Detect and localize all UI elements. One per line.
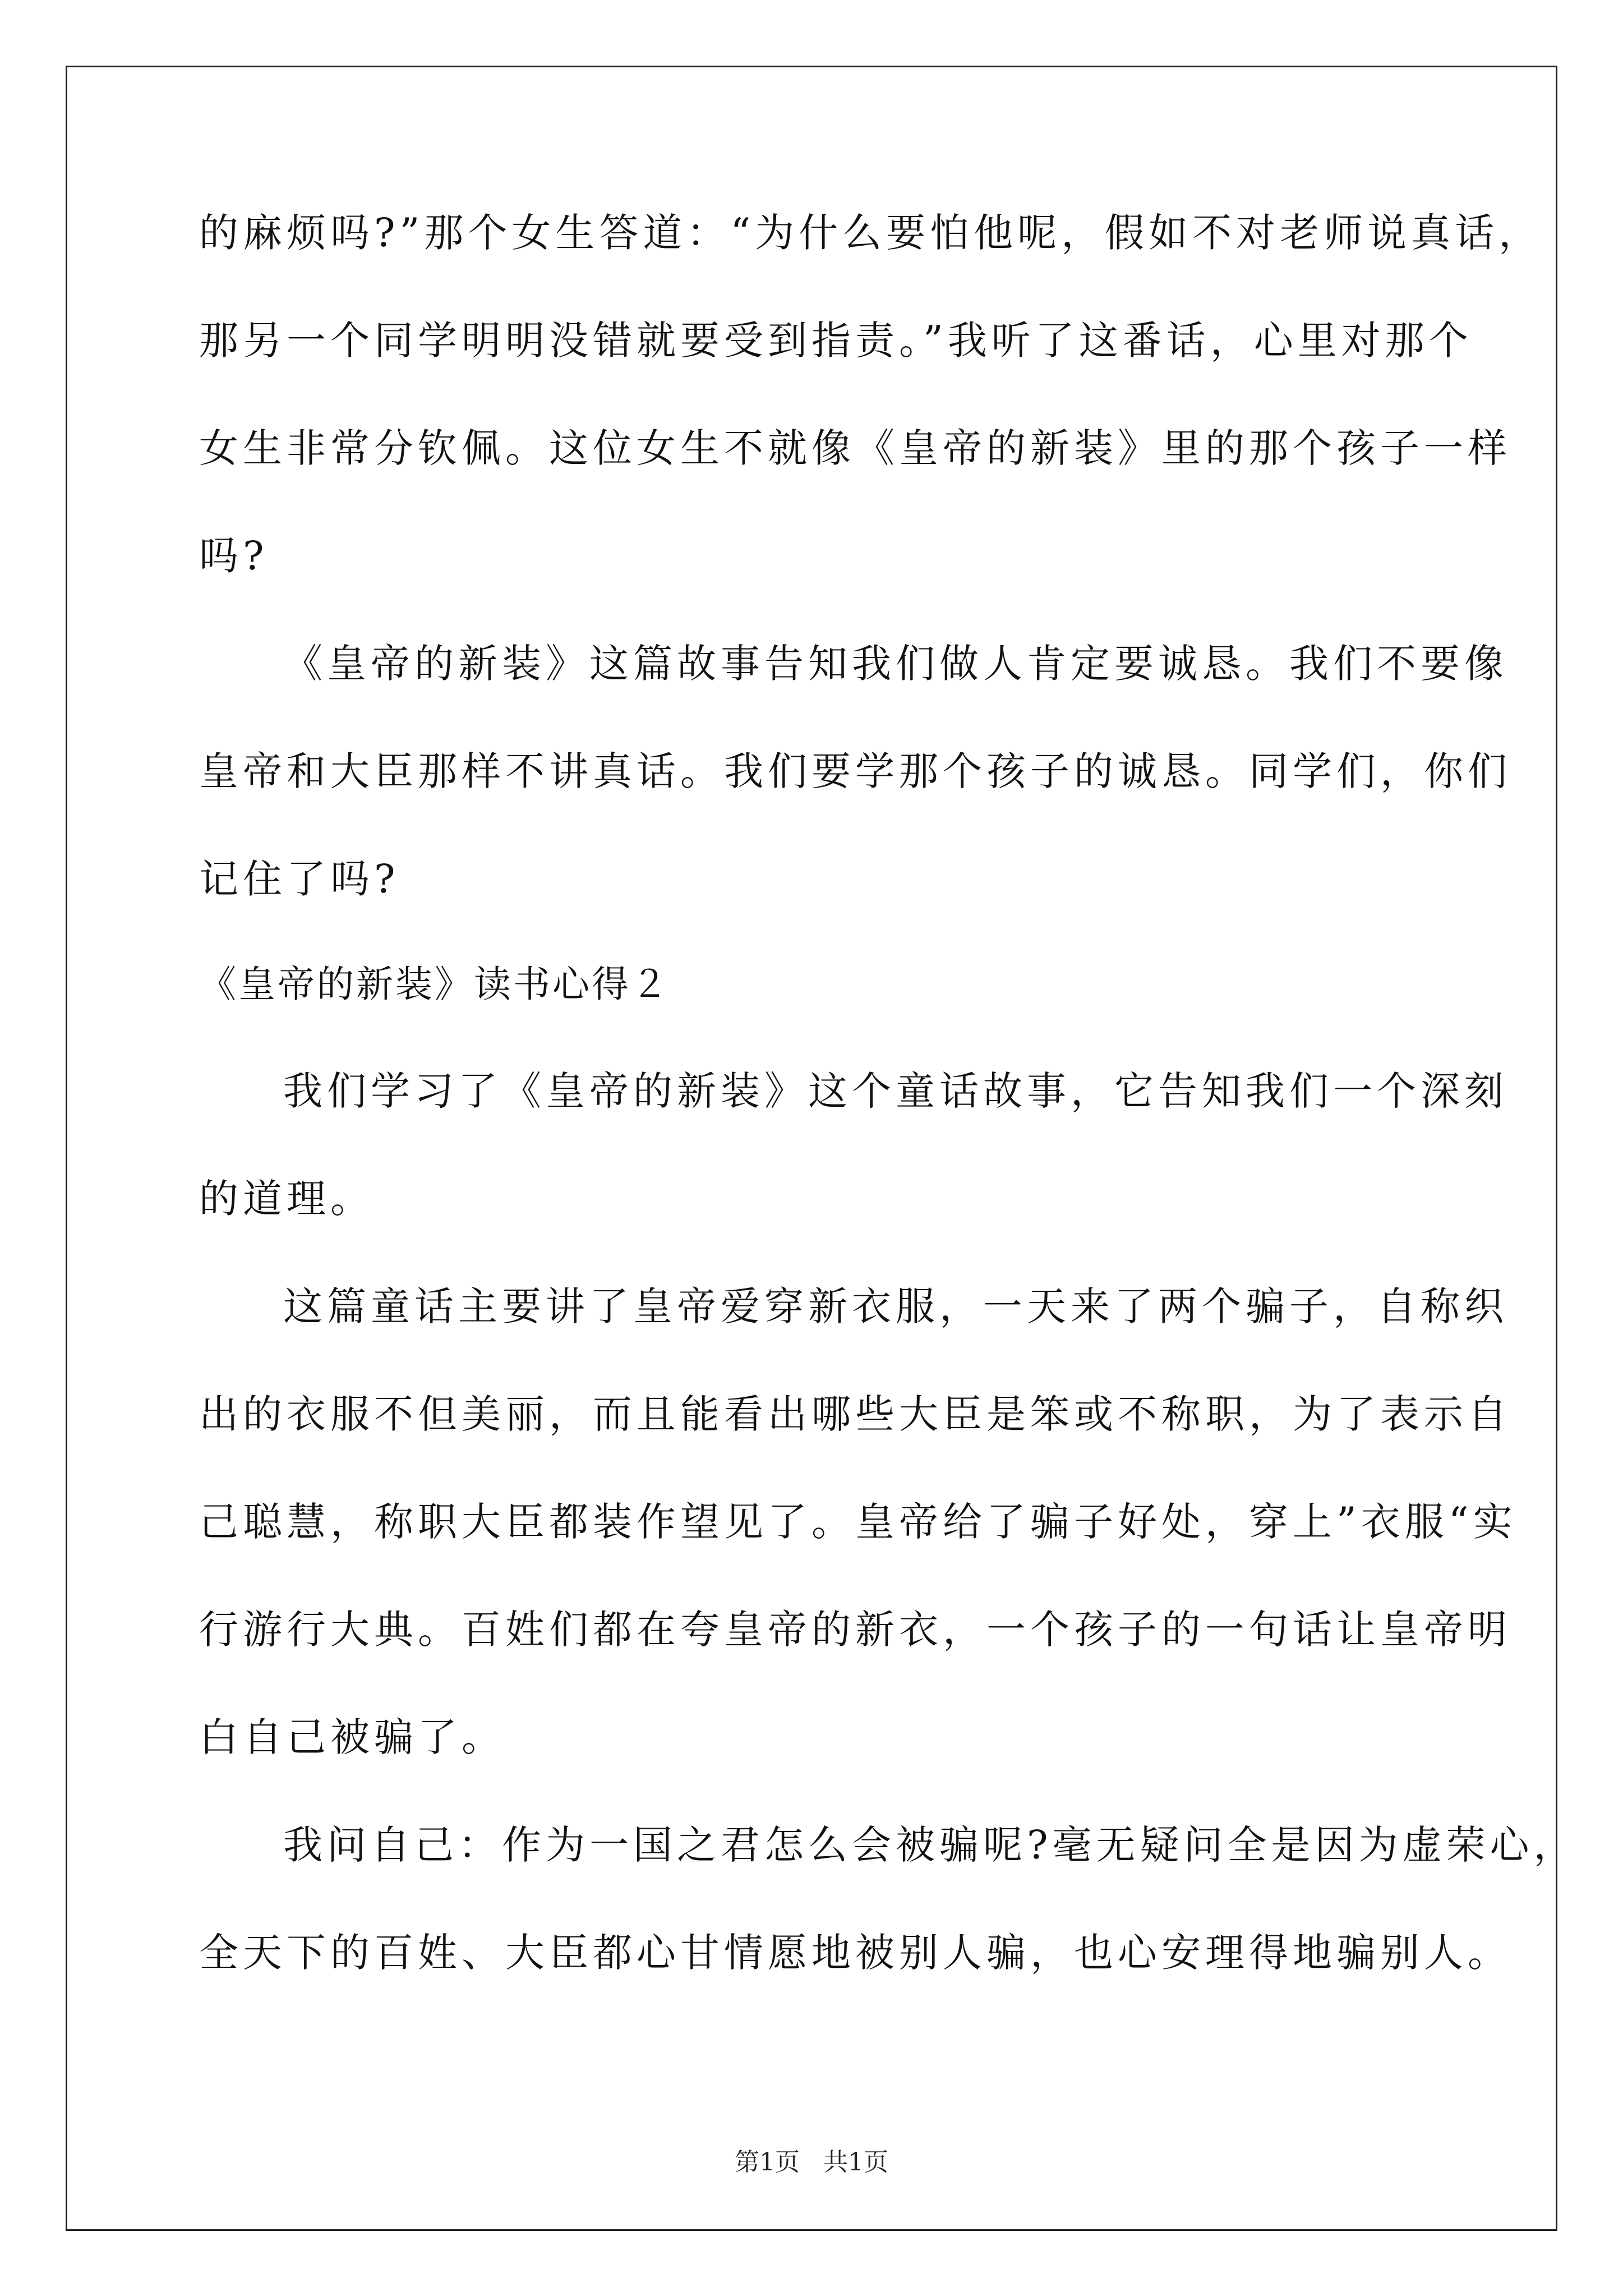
text-line: 这篇童话主要讲了皇帝爱穿新衣服，一天来了两个骗子，自称织 [283,1283,1508,1329]
text-line: 我问自己：作为一国之君怎么会被骗呢?毫无疑问全是因为虚荣心， [283,1822,1578,1868]
section-heading: 《皇帝的新装》读书心得２ [199,963,670,1006]
text-line: 全天下的百姓、大臣都心甘情愿地被别人骗，也心安理得地骗别人。 [199,1930,1511,1976]
text-line: 《皇帝的新装》这篇故事告知我们做人肯定要诚恳。我们不要像 [283,641,1508,687]
text-line: 吗? [199,533,269,579]
page-border [66,66,1578,2231]
text-line: 己聪慧，称职大臣都装作望见了。皇帝给了骗子好处，穿上”衣服“实 [199,1499,1517,1545]
text-line: 的道理。 [199,1176,374,1222]
page-number: 第1页 [735,2148,800,2177]
page-total: 共1页 [823,2148,888,2177]
text-line: 出的衣服不但美丽，而且能看出哪些大臣是笨或不称职，为了表示自 [199,1391,1511,1437]
text-line: 那另一个同学明明没错就要受到指责。”我听了这番话，心里对那个 [199,318,1473,364]
text-line: 白自己被骗了。 [199,1714,505,1760]
text-line: 行游行大典。百姓们都在夸皇帝的新衣，一个孩子的一句话让皇帝明 [199,1607,1511,1653]
text-line: 皇帝和大臣那样不讲真话。我们要学那个孩子的诚恳。同学们，你们 [199,748,1511,794]
text-line: 的麻烦吗?”那个女生答道：“为什么要怕他呢，假如不对老师说真话， [199,210,1543,256]
text-line: 女生非常分钦佩。这位女生不就像《皇帝的新装》里的那个孩子一样 [199,425,1511,471]
text-line: 记住了吗? [199,856,400,902]
page-footer [0,2146,1623,2179]
text-line: 我们学习了《皇帝的新装》这个童话故事，它告知我们一个深刻 [283,1068,1508,1114]
